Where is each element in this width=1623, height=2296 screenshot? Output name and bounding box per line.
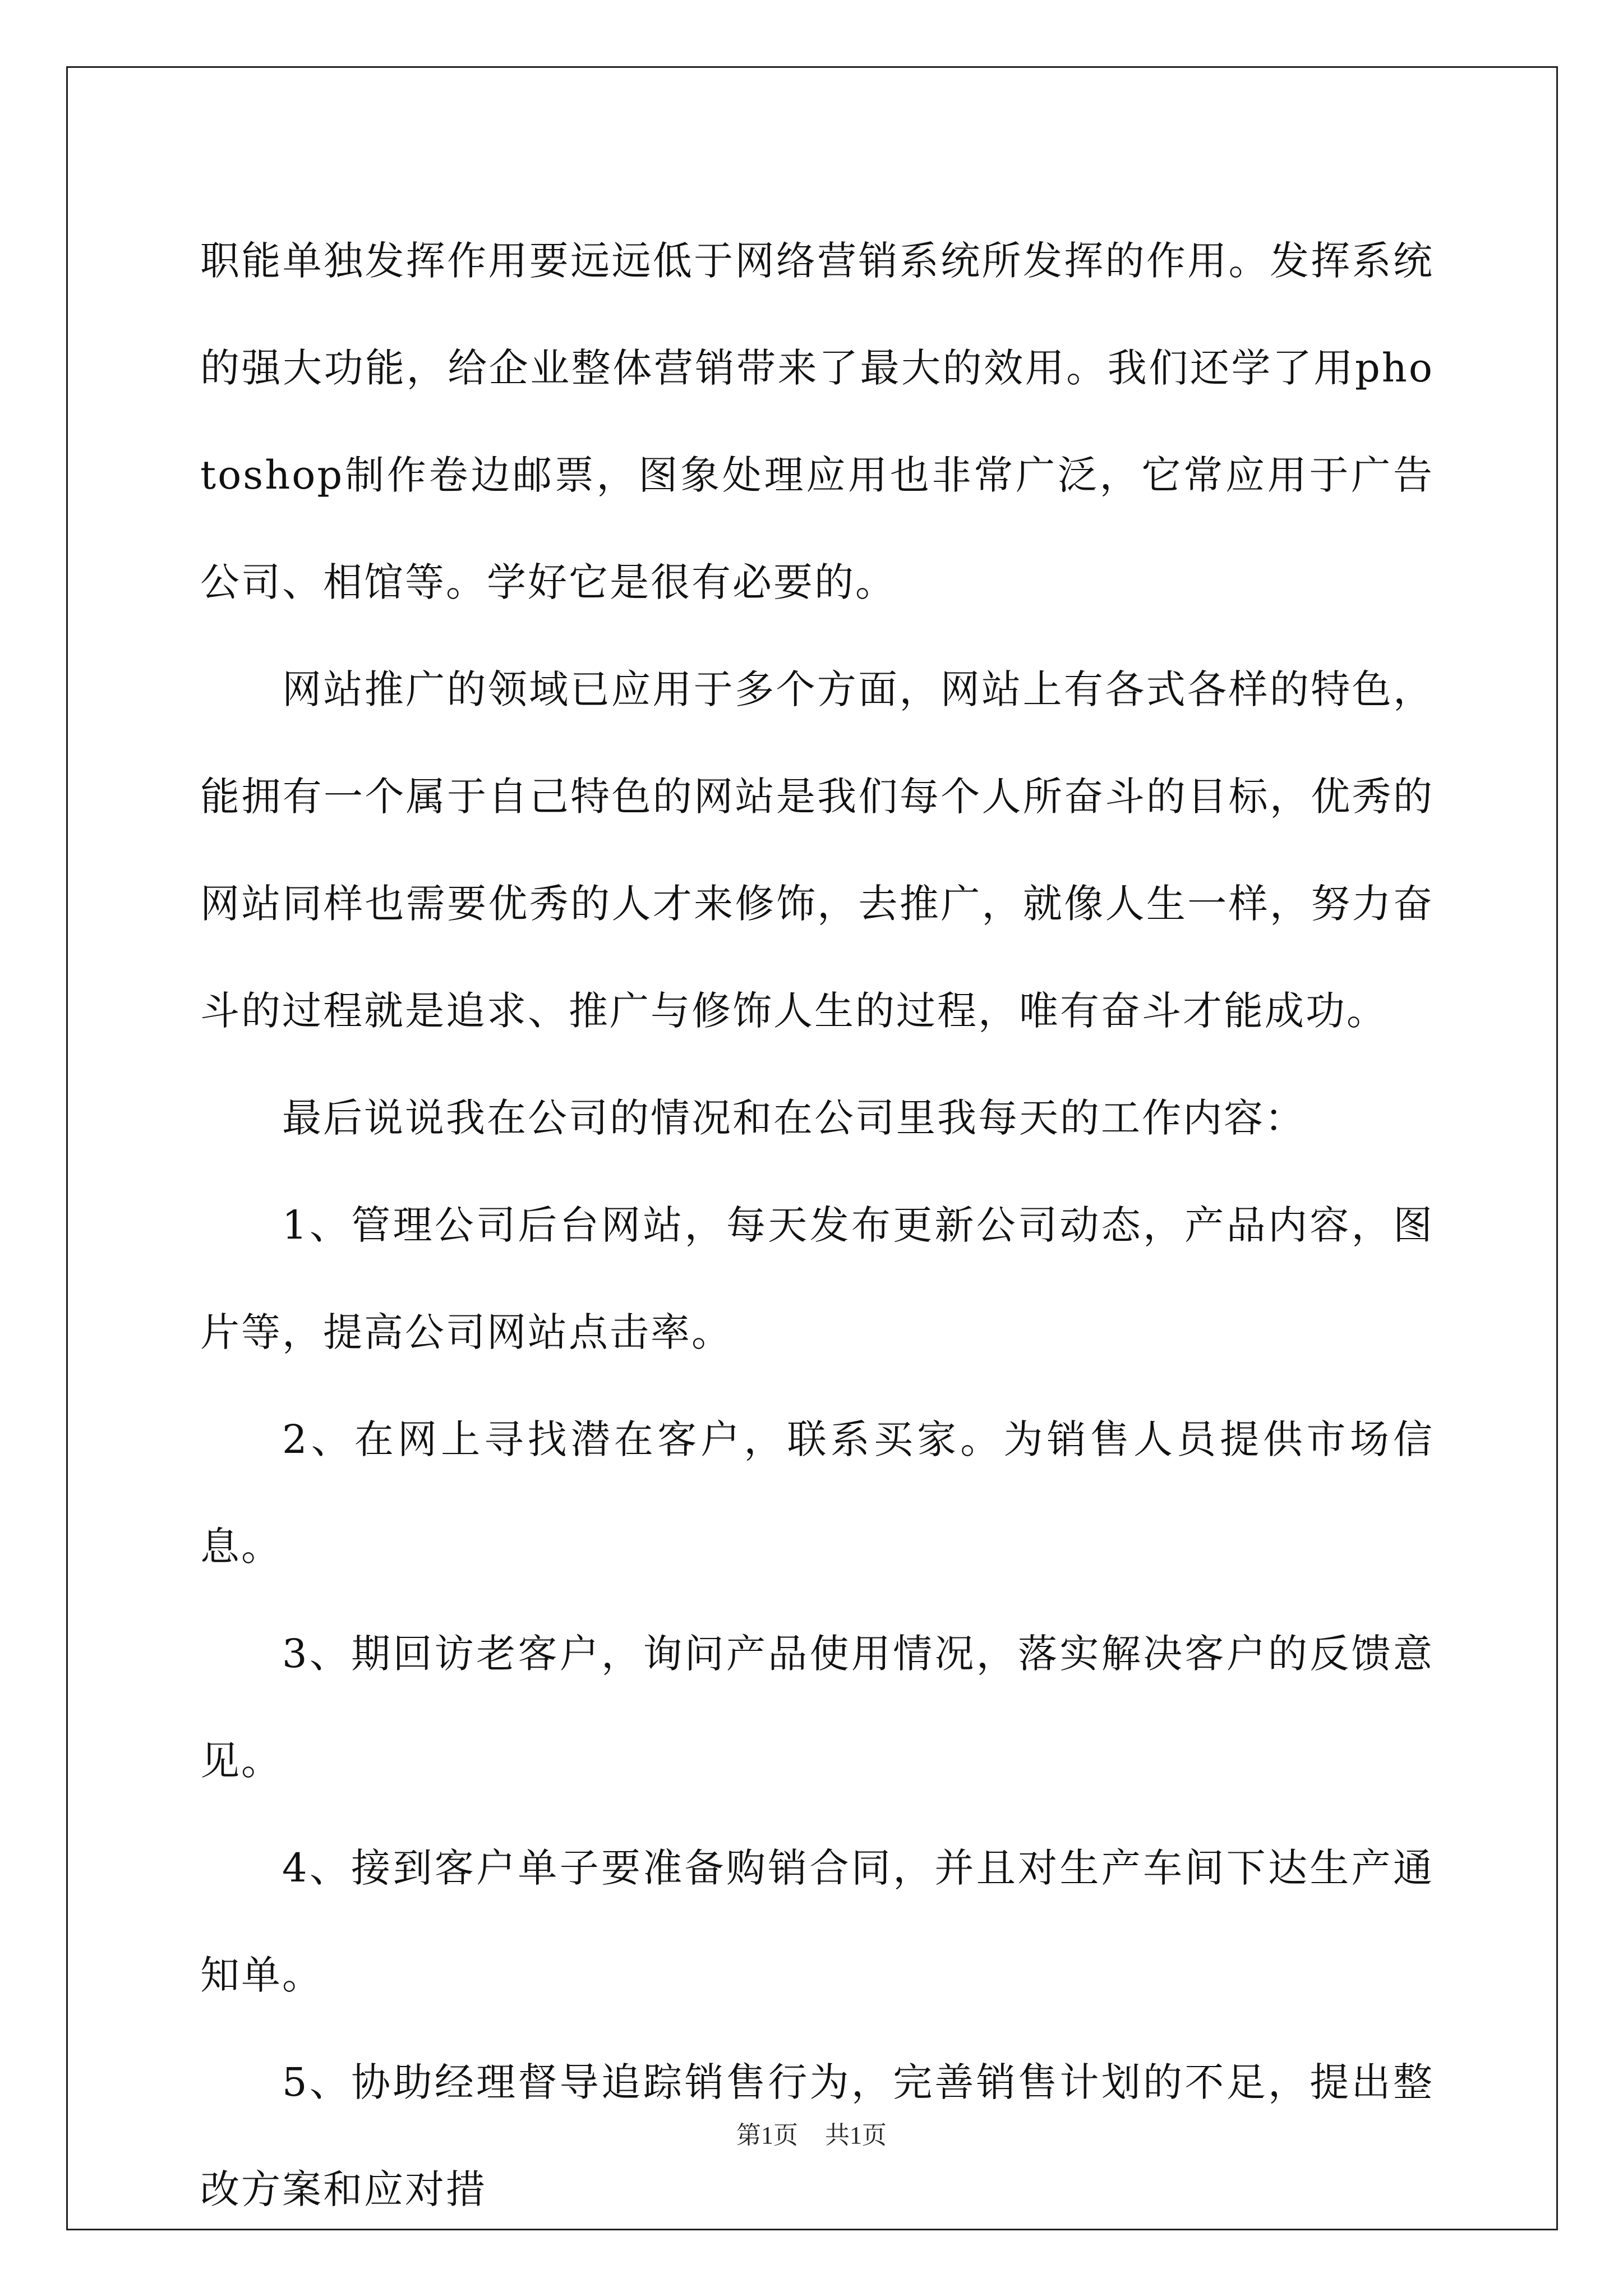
document-body xyxy=(200,208,1434,2243)
paragraph-1: 职能单独发挥作用要远远低于网络营销系统所发挥的作用。发挥系统的强大功能，给企业整体营销带来了最大的效用。我们还学了用photoshop制作卷边邮票，图象处理应用也非常广泛，它常应用于广告公司、相馆等。学好它是很有必要的。 xyxy=(200,238,1434,605)
page-number: 第1页 xyxy=(736,2122,798,2149)
list-item-4: 4、接到客户单子要准备购销合同，并且对生产车间下达生产通知单。 xyxy=(200,1845,1434,1998)
paragraph-2: 网站推广的领域已应用于多个方面，网站上有各式各样的特色，能拥有一个属于自己特色的网站是我们每个人所奋斗的目标，优秀的网站同样也需要优秀的人才来修饰，去推广，就像人生一样，努力奋斗的过程就是追求、推广与修饰人生的过程，唯有奋斗才能成功。 xyxy=(200,666,1434,1034)
list-item-5: 5、协助经理督导追踪销售行为，完善销售计划的不足，提出整改方案和应对措 xyxy=(200,2059,1434,2212)
page-total: 共1页 xyxy=(825,2122,887,2149)
page-footer xyxy=(0,2115,1623,2151)
paragraph-3: 最后说说我在公司的情况和在公司里我每天的工作内容： xyxy=(282,1095,1306,1141)
list-item-3: 3、期回访老客户，询问产品使用情况，落实解决客户的反馈意见。 xyxy=(200,1631,1434,1784)
list-item-1: 1、管理公司后台网站，每天发布更新公司动态，产品内容，图片等，提高公司网站点击率。 xyxy=(200,1202,1434,1355)
list-item-2: 2、在网上寻找潜在客户，联系买家。为销售人员提供市场信息。 xyxy=(200,1416,1434,1570)
